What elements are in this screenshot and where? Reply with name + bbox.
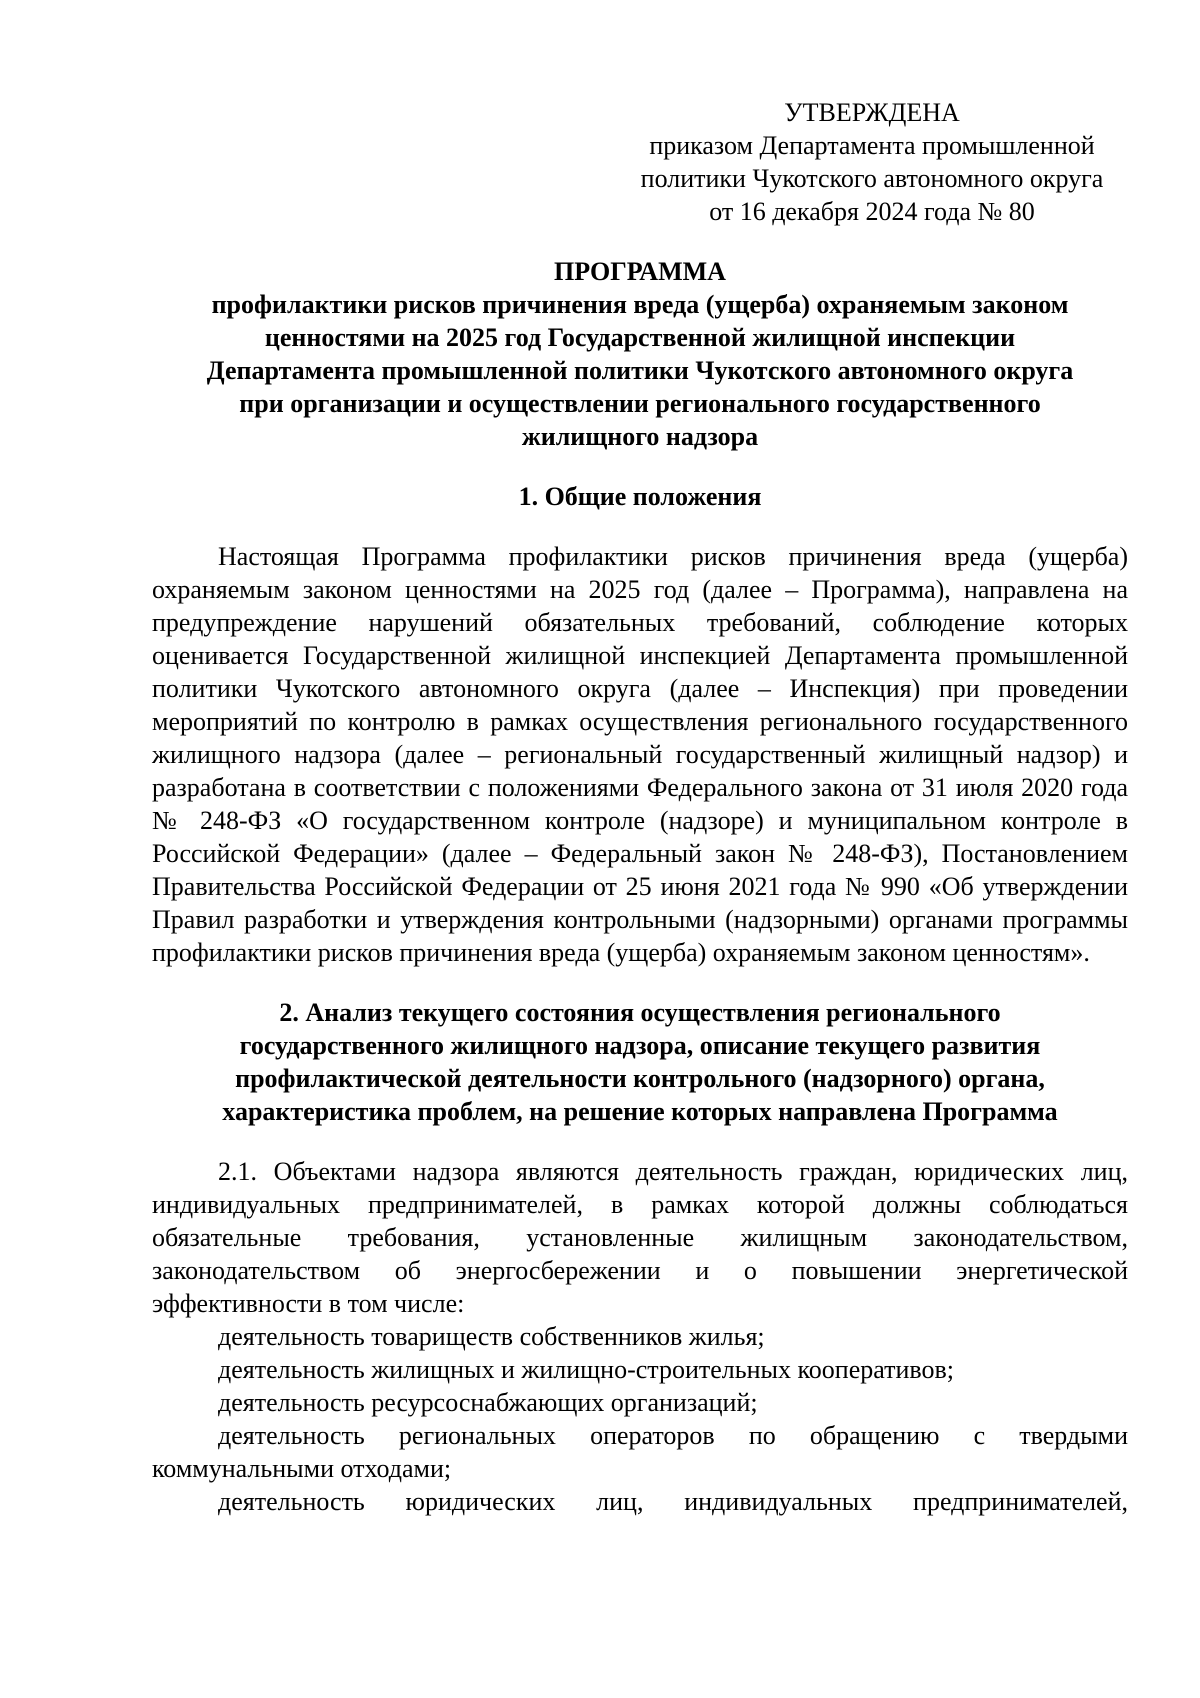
title-line: профилактики рисков причинения вреда (ущерба) охраняемым законом <box>211 290 1069 319</box>
approval-line: УТВЕРЖДЕНА <box>784 98 960 127</box>
approval-stamp <box>616 96 1128 228</box>
supervision-objects-list <box>152 1320 1128 1518</box>
title-line: при организации и осуществлении регионального государственного <box>239 389 1041 418</box>
document-content <box>152 96 1128 1518</box>
heading-line: 2. Анализ текущего состояния осуществления регионального <box>279 998 1001 1027</box>
heading-line: государственного жилищного надзора, описание текущего развития <box>239 1031 1041 1060</box>
list-item: деятельность ресурсоснабжающих организаций; <box>218 1388 758 1417</box>
list-item: деятельность юридических лиц, индивидуальных предпринимателей, <box>218 1487 1128 1516</box>
section-1-paragraph: Настоящая Программа профилактики рисков причинения вреда (ущерба) охраняемым законом ценностями на 2025 год (далее – Программа), направлена на предупреждение нарушений обязательных требований, соблюдение которых оценивается Государственной жилищной инспекцией Департамента промышленной политики Чукотского автономного округа (далее – Инспекция) при проведении мероприятий по контролю в рамках осуществления регионального государственного жилищного надзора (далее – региональный государственный жилищный надзор) и разработана в соответствии с положениями Федерального закона от 31 июля 2020 года № 248-ФЗ «О государственном контроле (надзоре) и муниципальном контроле в Российской Федерации» (далее – Федеральный закон № 248-ФЗ), Постановлением Правительства Российской Федерации от 25 июня 2021 года № 990 «Об утверждении Правил разработки и утверждения контрольными (надзорными) органами программы профилактики рисков причинения вреда (ущерба) охраняемым законом ценностям». <box>152 542 1128 967</box>
list-item: деятельность жилищных и жилищно-строительных кооперативов; <box>218 1355 954 1384</box>
title-line: ценностями на 2025 год Государственной жилищной инспекции <box>264 323 1016 352</box>
list-item: деятельность товариществ собственников жилья; <box>218 1322 765 1351</box>
heading-line: характеристика проблем, на решение которых направлена Программа <box>222 1097 1058 1126</box>
section-1-heading: 1. Общие положения <box>518 482 762 511</box>
paragraph-2-1: 2.1. Объектами надзора являются деятельность граждан, юридических лиц, индивидуальных предпринимателей, в рамках которой должны соблюдаться обязательные требования, установленные жилищным законодательством, законодательством об энергосбережении и о повышении энергетической эффективности в том числе: <box>152 1157 1128 1318</box>
heading-line: профилактической деятельности контрольного (надзорного) органа, <box>235 1064 1045 1093</box>
title-line: Департамента промышленной политики Чукотского автономного округа <box>206 356 1074 385</box>
approval-line: политики Чукотского автономного округа <box>640 164 1104 193</box>
approval-line: от 16 декабря 2024 года № 80 <box>709 197 1035 226</box>
document-title <box>152 255 1128 453</box>
title-line: ПРОГРАММА <box>554 257 726 286</box>
section-2-heading <box>152 996 1128 1128</box>
list-item: деятельность региональных операторов по обращению с твердыми коммунальными отходами; <box>152 1421 1128 1483</box>
approval-line: приказом Департамента промышленной <box>649 131 1095 160</box>
title-line: жилищного надзора <box>521 422 759 451</box>
